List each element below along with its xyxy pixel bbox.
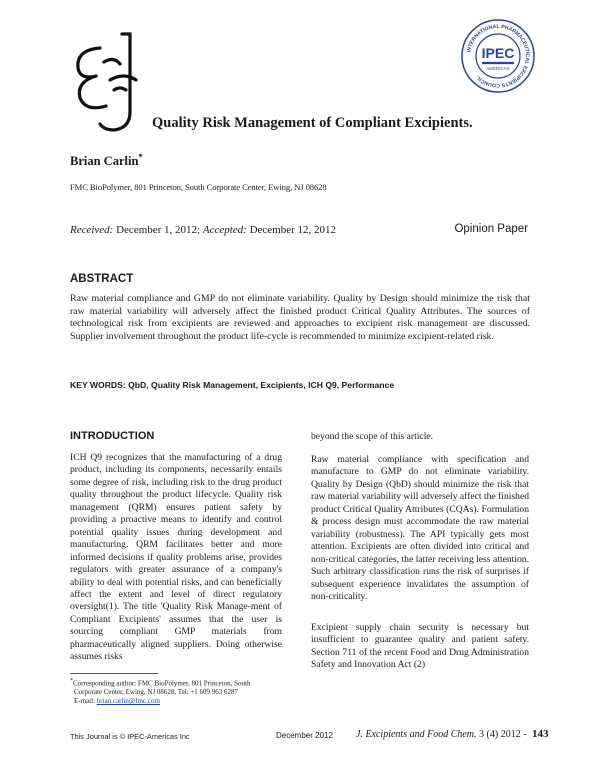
footnote-line-1: *Corresponding author: FMC BioPolymer, 801 Princeton, South <box>70 678 251 688</box>
abstract-heading: ABSTRACT <box>70 273 134 285</box>
footnote-email-line <box>70 697 290 706</box>
dates <box>70 224 336 236</box>
intro-right-p3: Excipient supply chain security is necessary but insufficient to guarantee quality and patient safety. Section 711 of the recent Food and Drug Administration Safety and Innovation Act (2) <box>311 622 529 671</box>
page-title: Quality Risk Management of Compliant Excipients. <box>152 115 473 131</box>
journal-monogram-icon <box>70 28 148 136</box>
svg-text:IPEC: IPEC <box>481 45 515 61</box>
author-mark: * <box>138 152 143 162</box>
introduction-heading: INTRODUCTION <box>70 430 155 442</box>
journal-name: J. Excipients and Food Chem. <box>356 729 477 740</box>
svg-text:AMERICAS: AMERICAS <box>486 66 510 71</box>
email-link[interactable]: brian.carlin@fmc.com <box>96 697 160 706</box>
footer-date: December 2012 <box>276 731 333 740</box>
footer-citation <box>356 728 549 740</box>
ipec-logo <box>460 18 536 94</box>
footer-copyright: This Journal is © IPEC-Americas Inc <box>70 732 190 741</box>
ipec-seal-icon <box>460 18 536 94</box>
accepted-value: December 12, 2012 <box>249 224 337 236</box>
intro-right-p1: beyond the scope of this article. <box>311 431 434 442</box>
journal-logo <box>70 28 148 136</box>
footnote-mark: * <box>70 678 73 684</box>
intro-left-column: ICH Q9 recognizes that the manufacturing of a drug product, including its components, necessarily entails some degree of risk, including risk to the drug product quality throughout the product lifecycle. Quality risk management (QRM) ensures patient safety by providing a proactive means to identify and control potential quality issues during development and manufacturing. QRM facilitates better and more informed decisions if quality problems arise, provides regulators with greater assurance of a company's ability to deal with potential risks, and can beneficially affect the extent and level of direct regulatory oversight(1). The title 'Quality Risk Manage-ment of Compliant Excipients' assumes that the user is sourcing compliant GMP materials from pharmaceutically aligned suppliers. Doing otherwise assumes risks <box>70 452 282 663</box>
email-label: E-mail: <box>74 697 95 706</box>
footnote-line-2: Corporate Center, Ewing, NJ 08628, Tel: +1 609 963 6287 <box>74 688 239 697</box>
paper-type: Opinion Paper <box>454 223 528 235</box>
received-label: Received: <box>70 224 114 236</box>
footnote-divider <box>70 673 158 674</box>
intro-right-p2: Raw material compliance with specification and manufacture to GMP do not eliminate variability. Quality by Design (QbD) should minimize the risk that raw material variability will adversely affect the finished product Critical Quality Attributes (CQAs). Formulation & process design must accommodate the raw material variability (robustness). The API typically gets most attention. Excipients are often divided into critical and non-critical categories, the latter receiving less attention. Such arbitrary classification runs the risk of surprises if subsequent experience invalidates the assumption of non-criticality. <box>311 454 529 602</box>
journal-volume: 3 (4) 2012 - <box>479 729 527 740</box>
affiliation: FMC BioPolymer, 801 Princeton, South Corporate Center, Ewing, NJ 08628 <box>70 182 327 192</box>
accepted-label: Accepted: <box>202 224 247 236</box>
keywords: KEY WORDS: QbD, Quality Risk Management, Excipients, ICH Q9, Performance <box>70 380 395 390</box>
page-number: 143 <box>532 728 549 740</box>
received-value: December 1, 2012; <box>116 224 201 236</box>
footnote <box>70 677 290 706</box>
author-name: Brian Carlin <box>70 154 139 169</box>
abstract-text: Raw material compliance and GMP do not eliminate variability. Quality by Design should minimize the risk that raw material variability will adversely affect the finished product Critical Quality Attributes. The sources of technological risk from excipients are reviewed and approaches to excipient risk management are discussed. Supplier involvement throughout the product life-cycle is recommended to minimize excipient-related risk. <box>70 293 530 342</box>
svg-text:INTERNATIONAL PHARMACEUTICAL E: INTERNATIONAL PHARMACEUTICAL EXCIPIENTS COUNCIL <box>466 23 531 89</box>
author <box>70 152 143 169</box>
